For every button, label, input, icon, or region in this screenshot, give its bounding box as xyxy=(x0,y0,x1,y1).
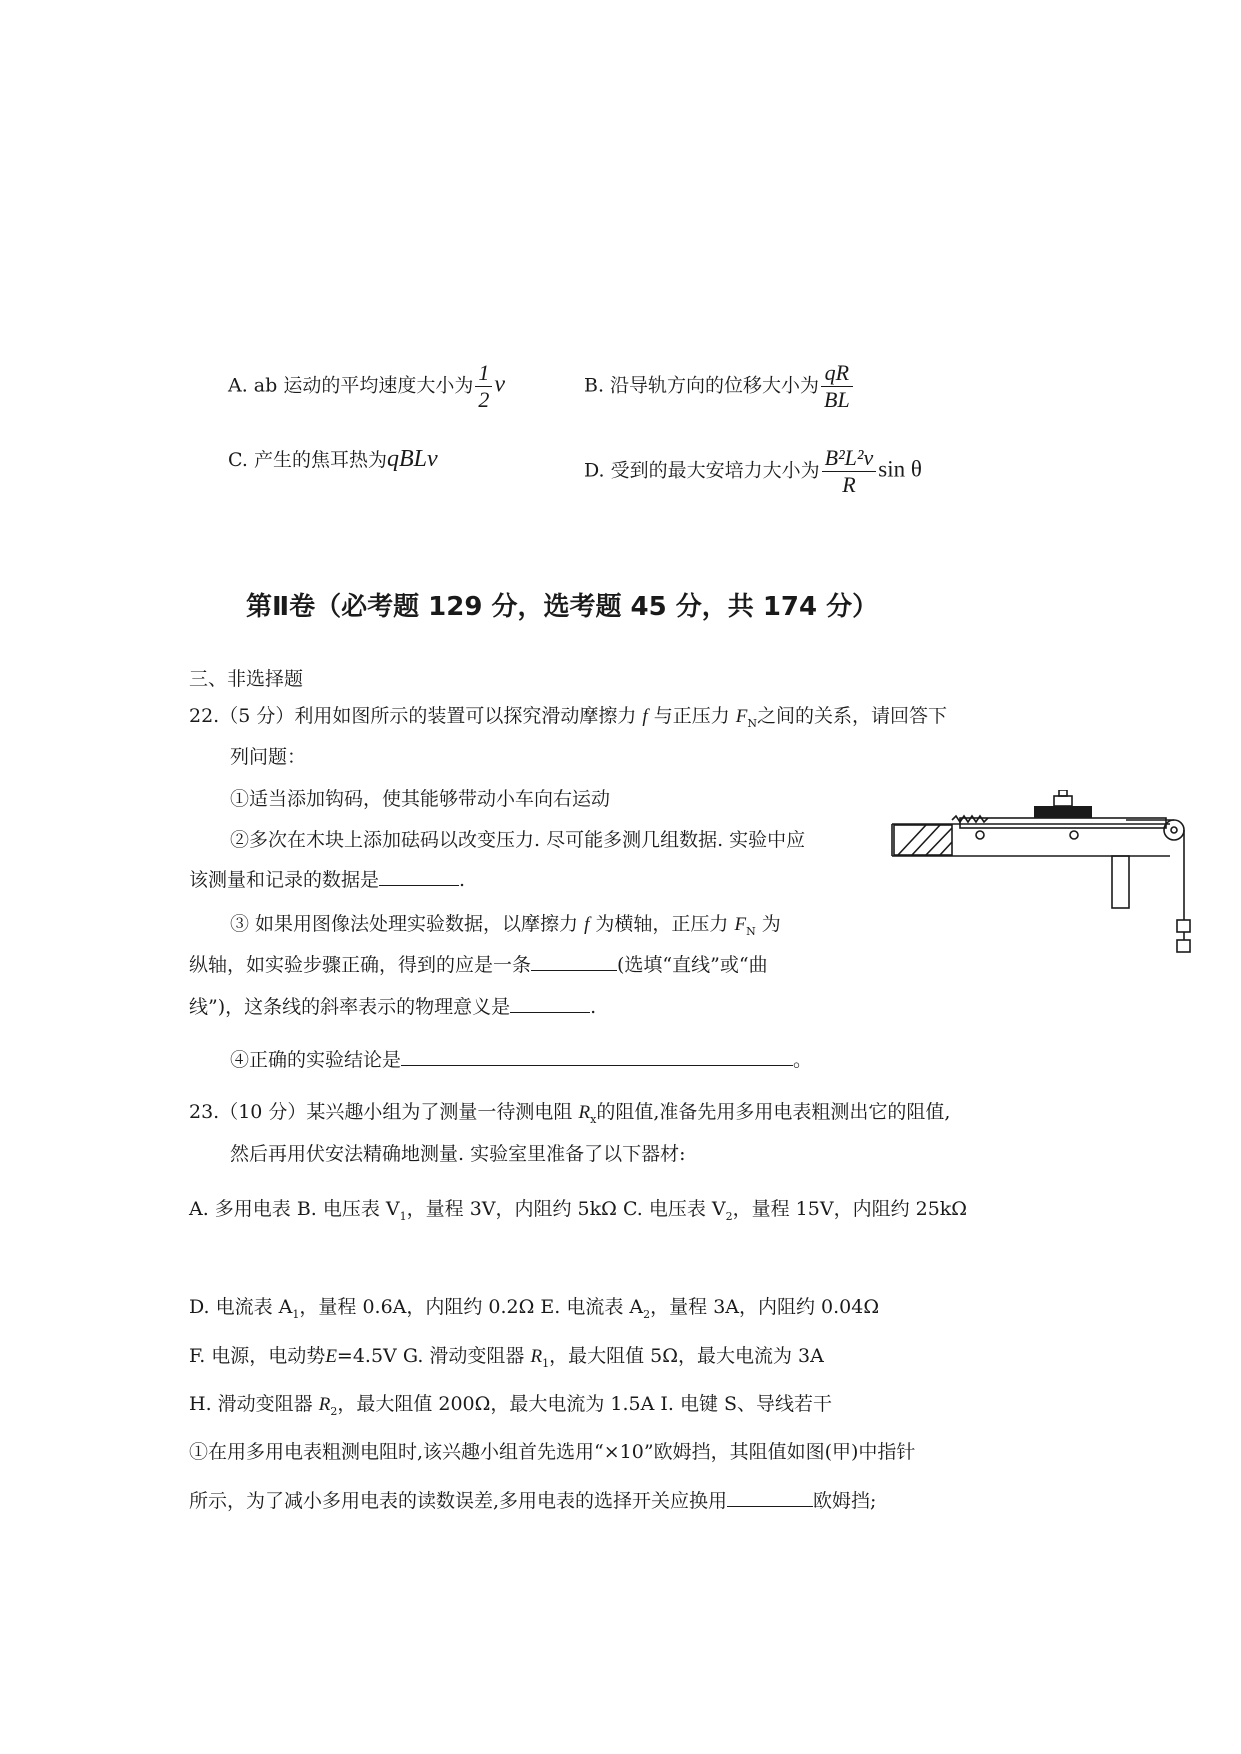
answer-blank[interactable] xyxy=(379,867,459,886)
q22-step2-line2: 该测量和记录的数据是 . xyxy=(189,869,466,891)
option-b-fraction: $\frac{qR}{BL}$ xyxy=(821,360,853,413)
apparatus-diagram xyxy=(890,790,1210,960)
q22-step3-line2: 纵轴，如实验步骤正确，得到的应是一条 (选填“直线”或“曲 xyxy=(189,954,768,976)
q23-step1-line1: ①在用多用电表粗测电阻时,该兴趣小组首先选用“×10”欧姆挡，其阻值如图(甲)中指针 xyxy=(189,1441,916,1463)
q23-equipment-2: D. 电流表 $A_1$，量程 0.6A，内阻约 0.2Ω E. 电流表 $A_2$，量程 3A，内阻约 0.04Ω xyxy=(189,1296,880,1321)
answer-blank[interactable] xyxy=(727,1488,813,1507)
answer-blank[interactable] xyxy=(531,952,617,971)
option-d xyxy=(584,445,922,498)
answer-blank[interactable] xyxy=(510,994,590,1013)
q22-step4: ④正确的实验结论是 。 xyxy=(230,1049,813,1071)
q22-step3-line1: ③ 如果用图像法处理实验数据，以摩擦力 f 为横轴，正压力 $F_N$ 为 xyxy=(230,913,781,938)
q22-step3-line3: 线”)，这条线的斜率表示的物理意义是 . xyxy=(189,996,597,1018)
option-c xyxy=(228,445,438,474)
q22-step2-line1: ②多次在木块上添加砝码以改变压力. 尽可能多测几组数据. 实验中应 xyxy=(230,829,806,851)
option-a-text: A. ab 运动的平均速度大小为 xyxy=(228,374,474,397)
q23-step1-line2: 所示，为了减小多用电表的读数误差,多用电表的选择开关应换用 欧姆挡; xyxy=(189,1490,877,1512)
option-a-var: v xyxy=(494,371,505,398)
q23-equipment-4: H. 滑动变阻器 $R_2$，最大阻值 200Ω，最大电流为 1.5A I. 电键 S、导线若干 xyxy=(189,1393,833,1418)
option-b xyxy=(584,360,855,413)
q22-line2: 列问题： xyxy=(230,746,307,768)
option-a xyxy=(228,360,505,413)
part-title: 三、非选择题 xyxy=(189,668,304,690)
q23-equipment-1: A. 多用电表 B. 电压表 $V_1$，量程 3V，内阻约 5kΩ C. 电压表 $V_2$，量程 15V，内阻约 25kΩ xyxy=(189,1198,968,1223)
answer-blank[interactable] xyxy=(401,1047,793,1066)
option-d-text: D. 受到的最大安培力大小为 xyxy=(584,459,820,482)
q23-line1: 23.（10 分）某兴趣小组为了测量一待测电阻 $R_x$的阻值,准备先用多用电表粗测出它的阻值, xyxy=(189,1101,951,1126)
option-d-suffix: sin θ xyxy=(878,456,922,482)
q23-line2: 然后再用伏安法精确地测量. 实验室里准备了以下器材: xyxy=(230,1143,686,1165)
q23-equipment-3: F. 电源，电动势E=4.5V G. 滑动变阻器 $R_1$，最大阻值 5Ω，最大电流为 3A xyxy=(189,1345,824,1370)
option-d-fraction: $\frac{\text{B²L²v}}{R}$ xyxy=(822,445,877,498)
option-a-fraction: $\frac{1}{2}$ xyxy=(475,360,492,413)
option-b-text: B. 沿导轨方向的位移大小为 xyxy=(584,374,820,397)
q22-line1: 22.（5 分）利用如图所示的装置可以探究滑动摩擦力 f 与正压力 $F_N$之间的关系，请回答下 xyxy=(189,705,948,730)
q22-step1: ①适当添加钩码，使其能够带动小车向右运动 xyxy=(230,788,611,810)
section-heading: 第Ⅱ卷（必考题 129 分，选考题 45 分，共 174 分） xyxy=(246,592,879,622)
option-c-text: C. 产生的焦耳热为 xyxy=(228,449,387,471)
option-c-expr: qBLv xyxy=(386,446,438,472)
